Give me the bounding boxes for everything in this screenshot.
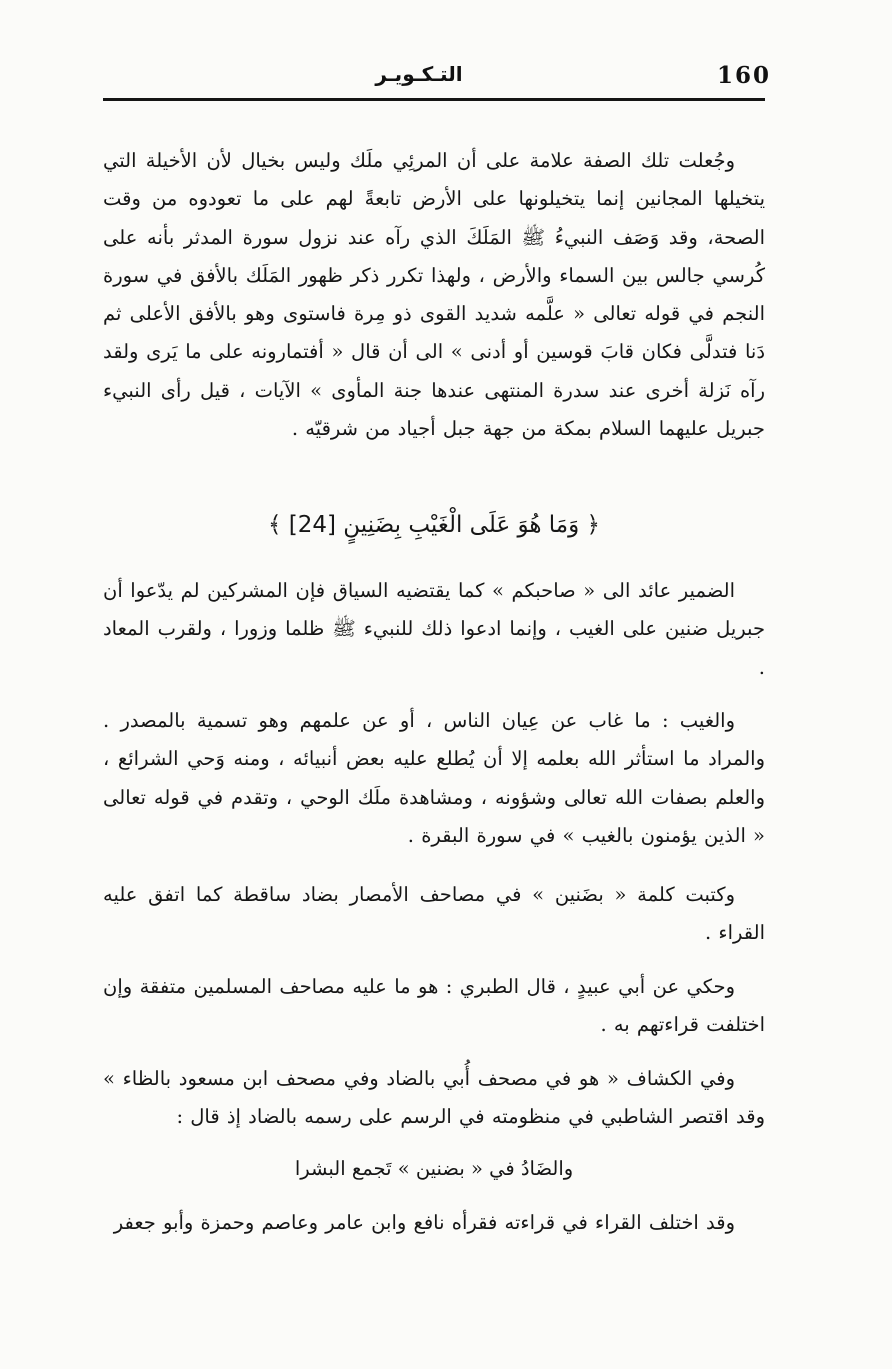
page-header [103,58,772,98]
quran-verse: ﴿ وَمَا هُوَ عَلَى الْغَيْبِ بِضَنِينٍ [24] ﴾ [267,512,601,538]
paragraph-1: وجُعلت تلك الصفة علامة على أن المرئِي ملَك وليس بخيال لأن الأخيلة التي يتخيلها المجانين إنما يتخيلونها على الأرض تابعةً لهم على ما تعودوه من وقت الصحة، وقد وَصَف النبيءُ ﷺ المَلَكَ الذي رآه عند نزول سورة المدثر بأنه على كُرسي جالس بين السماء والأرض ، ولهذا تكرر ذكر ظهور المَلَك بالأفق في سورة النجم في قوله تعالى « علَّمه شديد القوى ذو مِرة فاستوى وهو بالأفق الأعلى ثم دَنا فتدلَّى فكان قابَ قوسين أو أدنى » الى أن قال « أفتمارونه على ما يَرى ولقد رآه نَزلة أخرى عند سدرة المنتهى عندها جنة المأوى » الآيات ، قيل رأى النبيء جبريل عليهما السلام بمكة من جهة جبل أجياد من شرقيّه . [103,149,765,441]
page-number: 160 [717,62,772,89]
header-rule [103,98,765,101]
running-title: التـكـويـر [375,62,463,86]
paragraph-5: وحكي عن أبي عبيدٍ ، قال الطبري : هو ما عليه مصاحف المسلمين متفقة وإن اختلفت قراءتهم به . [103,975,765,1037]
poem-verse: والضَادُ في « بضنين » تَجمع البشرا [294,1157,574,1180]
paragraph-7: وقد اختلف القراء في قراءته فقرأه نافع وابن عامر وعاصم وحمزة وأبو جعفر [113,1211,735,1234]
paragraph-2: الضمير عائد الى « صاحبكم » كما يقتضيه السياق فإن المشركين لم يدّعوا أن جبريل ضنين على الغيب ، وإنما ادعوا ذلك للنبيء ﷺ ظلما وزورا ، ولقرب المعاد . [103,579,765,679]
paragraph-3: والغيب : ما غاب عن عِيان الناس ، أو عن علمهم وهو تسمية بالمصدر . والمراد ما استأثر الله بعلمه إلا أن يُطلع عليه بعض أنبيائه ، ومنه وَحي الشرائع ، والعلم بصفات الله تعالى وشؤونه ، ومشاهدة ملَك الوحي ، وتقدم في قوله تعالى « الذين يؤمنون بالغيب » في سورة البقرة . [103,709,765,847]
paragraph-4: وكتبت كلمة « بضَنين » في مصاحف الأمصار بضاد ساقطة كما اتفق عليه القراء . [103,883,765,945]
paragraph-6: وفي الكشاف « هو في مصحف أُبي بالضاد وفي مصحف ابن مسعود بالظاء » وقد اقتصر الشاطبي في منظومته في الرسم على رسمه بالضاد إذ قال : [103,1067,765,1129]
